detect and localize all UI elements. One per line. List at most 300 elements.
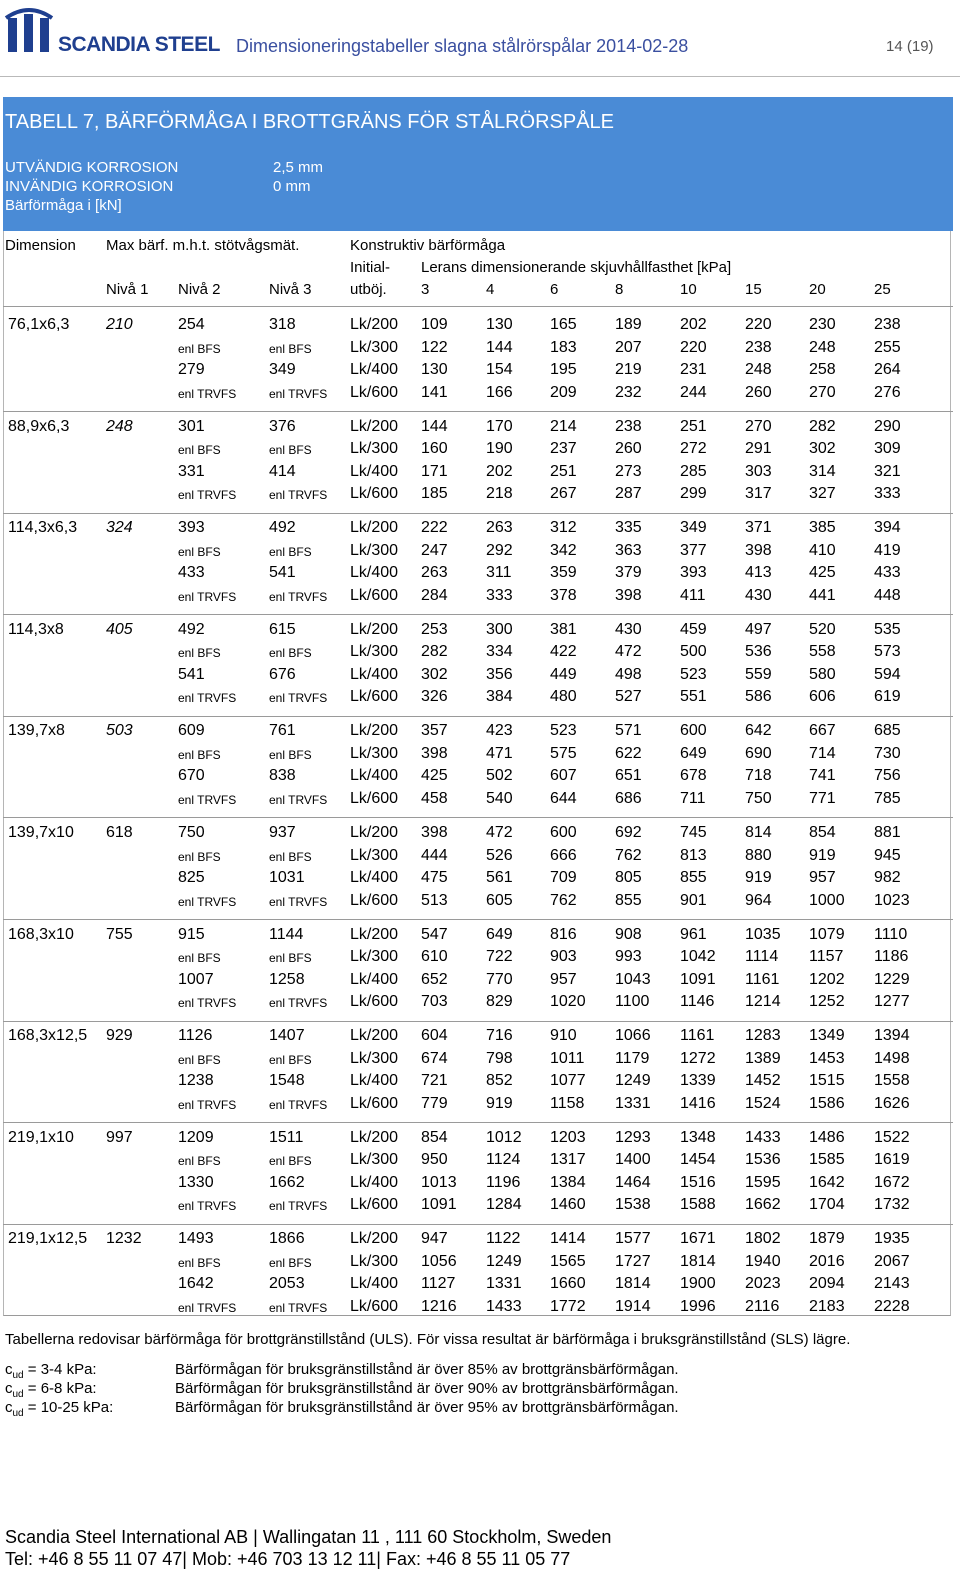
value-cell: 1203 xyxy=(550,1128,586,1146)
value-cell: 604 xyxy=(421,1027,448,1045)
value-cell: 1196 xyxy=(486,1173,521,1191)
lk-cell: Lk/300 xyxy=(350,1049,399,1067)
value-cell: 284 xyxy=(421,586,448,604)
niva2-cell: enl TRVFS xyxy=(178,894,237,909)
niva2-cell: 750 xyxy=(178,824,205,841)
value-cell: 771 xyxy=(809,789,836,807)
value-cell: 779 xyxy=(421,1094,448,1112)
legend-range: = 3-4 kPa: xyxy=(23,1361,97,1378)
lk-cell: Lk/600 xyxy=(350,485,399,503)
legend-text: Bärförmågan för bruksgränstillstånd är över 85% av brottgränsbärförmågan. xyxy=(175,1361,679,1378)
niva2-cell: 1238 xyxy=(178,1072,214,1090)
value-cell: 692 xyxy=(615,824,642,841)
lk-cell: Lk/400 xyxy=(350,462,399,480)
value-cell: 2023 xyxy=(745,1275,781,1293)
group-divider xyxy=(3,513,953,514)
lk-cell: Lk/600 xyxy=(350,1094,399,1112)
value-cell: 1100 xyxy=(615,993,650,1011)
value-cell: 430 xyxy=(615,620,642,638)
niva2-cell: enl BFS xyxy=(178,646,221,661)
value-cell: 326 xyxy=(421,688,448,706)
niva3-cell: enl TRVFS xyxy=(269,691,328,706)
value-cell: 1114 xyxy=(745,948,779,966)
lk-cell: Lk/200 xyxy=(350,824,399,841)
value-cell: 1229 xyxy=(874,970,910,988)
niva2-cell: 1642 xyxy=(178,1275,214,1293)
value-cell: 798 xyxy=(486,1049,513,1067)
value-cell: 1802 xyxy=(745,1230,781,1248)
lk-cell: Lk/400 xyxy=(350,564,399,582)
niva2-cell: 331 xyxy=(178,462,205,480)
legend-symbol xyxy=(5,1399,175,1419)
value-cell: 1020 xyxy=(550,993,586,1011)
value-cell: 1000 xyxy=(809,891,845,909)
value-cell: 273 xyxy=(615,462,642,480)
niva2-cell: 254 xyxy=(178,316,205,333)
value-cell: 1056 xyxy=(421,1252,457,1270)
value-cell: 1013 xyxy=(421,1173,457,1191)
value-cell: 2143 xyxy=(874,1275,910,1293)
value-cell: 425 xyxy=(809,564,836,582)
lk-cell: Lk/300 xyxy=(350,541,399,559)
value-cell: 1565 xyxy=(550,1252,586,1270)
value-cell: 258 xyxy=(809,361,836,378)
lk-cell: Lk/600 xyxy=(350,586,399,604)
value-cell: 285 xyxy=(680,462,707,480)
value-cell: 1161 xyxy=(680,1027,715,1045)
value-cell: 908 xyxy=(615,925,642,943)
value-cell: 1772 xyxy=(550,1297,586,1315)
lk-cell: Lk/600 xyxy=(350,1297,399,1315)
niva2-cell: 492 xyxy=(178,620,205,638)
value-cell: 260 xyxy=(745,383,772,401)
value-cell: 333 xyxy=(486,586,513,604)
niva1-cell: 1232 xyxy=(106,1230,142,1248)
value-cell: 536 xyxy=(745,643,772,661)
value-cell: 714 xyxy=(809,744,836,762)
value-cell: 248 xyxy=(745,361,772,378)
lk-cell: Lk/200 xyxy=(350,1027,399,1045)
niva2-cell: 915 xyxy=(178,925,205,943)
value-cell: 741 xyxy=(809,767,836,785)
group-divider xyxy=(3,411,953,412)
lk-cell: Lk/400 xyxy=(350,970,399,988)
niva3-cell: enl TRVFS xyxy=(269,589,328,604)
lk-cell: Lk/400 xyxy=(350,1072,399,1090)
value-cell: 674 xyxy=(421,1049,448,1067)
value-cell: 1272 xyxy=(680,1049,716,1067)
niva3-cell: enl BFS xyxy=(269,443,312,458)
niva2-cell: enl TRVFS xyxy=(178,1199,237,1214)
value-cell: 594 xyxy=(874,665,901,683)
niva2-cell: 670 xyxy=(178,767,205,785)
legend-subscript: ud xyxy=(12,1370,24,1381)
value-cell: 244 xyxy=(680,383,707,401)
legend-symbol xyxy=(5,1380,175,1400)
niva2-cell: 1330 xyxy=(178,1173,214,1191)
niva2-cell: enl BFS xyxy=(178,443,221,458)
col-kpa-10: 10 xyxy=(680,281,697,298)
value-cell: 1619 xyxy=(874,1151,910,1169)
value-cell: 540 xyxy=(486,789,513,807)
niva3-cell: 318 xyxy=(269,316,296,333)
lk-cell: Lk/200 xyxy=(350,620,399,638)
niva3-cell: enl BFS xyxy=(269,646,312,661)
value-cell: 333 xyxy=(874,485,901,503)
niva3-cell: enl BFS xyxy=(269,341,312,356)
value-cell: 500 xyxy=(680,643,707,661)
value-cell: 1814 xyxy=(615,1275,651,1293)
value-cell: 270 xyxy=(745,417,772,435)
value-cell: 649 xyxy=(680,744,707,762)
value-cell: 523 xyxy=(550,722,577,740)
capacity-unit-label: Bärförmåga i [kN] xyxy=(5,197,122,214)
niva1-cell: 405 xyxy=(106,620,133,638)
value-cell: 342 xyxy=(550,541,577,559)
value-cell: 600 xyxy=(680,722,707,740)
value-cell: 770 xyxy=(486,970,513,988)
value-cell: 253 xyxy=(421,620,448,638)
value-cell: 302 xyxy=(809,440,836,458)
niva2-cell: 825 xyxy=(178,869,205,886)
value-cell: 165 xyxy=(550,316,577,333)
value-cell: 238 xyxy=(745,338,772,356)
lk-cell: Lk/300 xyxy=(350,338,399,356)
value-cell: 881 xyxy=(874,824,901,841)
value-cell: 300 xyxy=(486,620,513,638)
value-cell: 327 xyxy=(809,485,836,503)
value-cell: 472 xyxy=(615,643,642,661)
value-cell: 1433 xyxy=(745,1128,781,1146)
footer-contact: Tel: +46 8 55 11 07 47| Mob: +46 703 13 12 11| Fax: +46 8 55 11 05 77 xyxy=(5,1549,571,1569)
lk-cell: Lk/600 xyxy=(350,891,399,909)
value-cell: 398 xyxy=(421,744,448,762)
value-cell: 282 xyxy=(809,417,836,435)
value-cell: 666 xyxy=(550,846,577,864)
niva3-cell: 761 xyxy=(269,722,296,740)
value-cell: 459 xyxy=(680,620,707,638)
value-cell: 685 xyxy=(874,722,901,740)
value-cell: 349 xyxy=(680,519,707,537)
value-cell: 154 xyxy=(486,361,513,378)
value-cell: 1536 xyxy=(745,1151,781,1169)
value-cell: 190 xyxy=(486,440,513,458)
value-cell: 1042 xyxy=(680,948,716,966)
value-cell: 964 xyxy=(745,891,772,909)
value-cell: 209 xyxy=(550,383,577,401)
niva2-cell: enl BFS xyxy=(178,341,221,356)
niva2-cell: 609 xyxy=(178,722,205,740)
value-cell: 498 xyxy=(615,665,642,683)
niva3-cell: enl TRVFS xyxy=(269,894,328,909)
lk-cell: Lk/300 xyxy=(350,440,399,458)
value-cell: 144 xyxy=(486,338,513,356)
value-cell: 1671 xyxy=(680,1230,716,1248)
value-cell: 718 xyxy=(745,767,772,785)
value-cell: 238 xyxy=(615,417,642,435)
value-cell: 551 xyxy=(680,688,707,706)
value-cell: 1157 xyxy=(809,948,844,966)
value-cell: 667 xyxy=(809,722,836,740)
dimension-cell: 139,7x10 xyxy=(8,824,74,841)
dimension-cell: 88,9x6,3 xyxy=(8,417,70,435)
value-cell: 230 xyxy=(809,316,836,333)
value-cell: 919 xyxy=(745,869,772,886)
value-cell: 1389 xyxy=(745,1049,781,1067)
dimension-cell: 219,1x10 xyxy=(8,1128,74,1146)
value-cell: 160 xyxy=(421,440,448,458)
header-rule xyxy=(3,306,953,307)
dimension-cell: 114,3x6,3 xyxy=(8,519,78,537)
niva2-cell: 279 xyxy=(178,361,205,378)
value-cell: 1283 xyxy=(745,1027,781,1045)
value-cell: 1486 xyxy=(809,1128,845,1146)
value-cell: 1879 xyxy=(809,1230,845,1248)
value-cell: 394 xyxy=(874,519,901,537)
col-niva2-header: Nivå 2 xyxy=(178,281,221,298)
value-cell: 580 xyxy=(809,665,836,683)
table-banner xyxy=(3,97,953,231)
document-title: Dimensioneringstabeller slagna stålrörspålar 2014-02-28 xyxy=(236,36,689,56)
value-cell: 619 xyxy=(874,688,901,706)
niva3-cell: 376 xyxy=(269,417,296,435)
value-cell: 1498 xyxy=(874,1049,910,1067)
lk-cell: Lk/600 xyxy=(350,789,399,807)
legend-subscript: ud xyxy=(12,1408,24,1419)
value-cell: 652 xyxy=(421,970,448,988)
col-kpa-6: 6 xyxy=(550,281,559,298)
value-cell: 1588 xyxy=(680,1196,716,1214)
legend-c: c xyxy=(5,1361,13,1378)
dimension-cell: 76,1x6,3 xyxy=(8,316,70,333)
outer-corrosion-label: UTVÄNDIG KORROSION xyxy=(5,159,179,176)
value-cell: 1066 xyxy=(615,1027,651,1045)
value-cell: 183 xyxy=(550,338,577,356)
value-cell: 1394 xyxy=(874,1027,910,1045)
value-cell: 398 xyxy=(421,824,448,841)
niva3-cell: enl TRVFS xyxy=(269,996,328,1011)
lk-cell: Lk/300 xyxy=(350,846,399,864)
value-cell: 703 xyxy=(421,993,448,1011)
value-cell: 1914 xyxy=(615,1297,651,1315)
dimension-cell: 114,3x8 xyxy=(8,620,64,638)
value-cell: 1586 xyxy=(809,1094,845,1112)
niva2-cell: enl TRVFS xyxy=(178,386,237,401)
lk-cell: Lk/600 xyxy=(350,1196,399,1214)
niva2-cell: enl TRVFS xyxy=(178,691,237,706)
niva3-cell: 937 xyxy=(269,824,296,841)
value-cell: 207 xyxy=(615,338,642,356)
value-cell: 1464 xyxy=(615,1173,651,1191)
value-cell: 1023 xyxy=(874,891,910,909)
lk-cell: Lk/400 xyxy=(350,1275,399,1293)
value-cell: 1331 xyxy=(615,1094,651,1112)
value-cell: 573 xyxy=(874,643,901,661)
niva3-cell: enl TRVFS xyxy=(269,1300,328,1315)
legend-subscript: ud xyxy=(12,1389,24,1400)
value-cell: 185 xyxy=(421,485,448,503)
value-cell: 480 xyxy=(550,688,577,706)
value-cell: 444 xyxy=(421,846,448,864)
col-kpa-25: 25 xyxy=(874,281,891,298)
value-cell: 1454 xyxy=(680,1151,716,1169)
value-cell: 1595 xyxy=(745,1173,781,1191)
value-cell: 1091 xyxy=(680,970,716,988)
value-cell: 622 xyxy=(615,744,642,762)
value-cell: 276 xyxy=(874,383,901,401)
value-cell: 189 xyxy=(615,316,642,333)
niva3-cell: 838 xyxy=(269,767,296,785)
group-divider xyxy=(3,1122,953,1123)
value-cell: 2094 xyxy=(809,1275,845,1293)
value-cell: 1522 xyxy=(874,1128,910,1146)
value-cell: 430 xyxy=(745,586,772,604)
value-cell: 378 xyxy=(550,586,577,604)
value-cell: 690 xyxy=(745,744,772,762)
value-cell: 785 xyxy=(874,789,901,807)
value-cell: 1515 xyxy=(809,1072,845,1090)
lk-cell: Lk/600 xyxy=(350,993,399,1011)
value-cell: 251 xyxy=(550,462,577,480)
niva2-cell: enl TRVFS xyxy=(178,996,237,1011)
value-cell: 730 xyxy=(874,744,901,762)
value-cell: 1110 xyxy=(874,925,908,943)
niva3-cell: 1407 xyxy=(269,1027,305,1045)
value-cell: 945 xyxy=(874,846,901,864)
value-cell: 335 xyxy=(615,519,642,537)
niva3-cell: enl BFS xyxy=(269,747,312,762)
niva3-cell: 492 xyxy=(269,519,296,537)
value-cell: 1585 xyxy=(809,1151,845,1169)
value-cell: 610 xyxy=(421,948,448,966)
value-cell: 2183 xyxy=(809,1297,845,1315)
value-cell: 384 xyxy=(486,688,513,706)
value-cell: 379 xyxy=(615,564,642,582)
value-cell: 1011 xyxy=(550,1049,585,1067)
value-cell: 1293 xyxy=(615,1128,651,1146)
value-cell: 272 xyxy=(680,440,707,458)
niva3-cell: 1031 xyxy=(269,869,305,886)
value-cell: 312 xyxy=(550,519,577,537)
niva3-cell: 414 xyxy=(269,462,296,480)
value-cell: 1186 xyxy=(874,948,909,966)
niva1-cell: 503 xyxy=(106,722,133,740)
value-cell: 264 xyxy=(874,361,901,378)
value-cell: 1996 xyxy=(680,1297,716,1315)
niva3-cell: 1548 xyxy=(269,1072,305,1090)
value-cell: 1284 xyxy=(486,1196,522,1214)
value-cell: 575 xyxy=(550,744,577,762)
lk-cell: Lk/300 xyxy=(350,948,399,966)
value-cell: 471 xyxy=(486,744,513,762)
col-lerans-header: Lerans dimensionerande skjuvhållfasthet [kPa] xyxy=(421,259,732,276)
lk-cell: Lk/200 xyxy=(350,417,399,435)
legend-range: = 10-25 kPa: xyxy=(23,1399,114,1416)
page-header xyxy=(0,0,960,80)
value-cell: 762 xyxy=(550,891,577,909)
value-cell: 605 xyxy=(486,891,513,909)
col-initial-header: Initial- xyxy=(350,259,391,276)
value-cell: 393 xyxy=(680,564,707,582)
value-cell: 880 xyxy=(745,846,772,864)
value-cell: 291 xyxy=(745,440,772,458)
group-divider xyxy=(3,817,953,818)
dimension-cell: 219,1x12,5 xyxy=(8,1230,88,1248)
lk-cell: Lk/200 xyxy=(350,1230,399,1248)
value-cell: 855 xyxy=(615,891,642,909)
lk-cell: Lk/600 xyxy=(350,383,399,401)
value-cell: 1348 xyxy=(680,1128,716,1146)
value-cell: 813 xyxy=(680,846,707,864)
value-cell: 166 xyxy=(486,383,513,401)
value-cell: 745 xyxy=(680,824,707,841)
niva3-cell: 2053 xyxy=(269,1275,305,1293)
value-cell: 722 xyxy=(486,948,513,966)
value-cell: 371 xyxy=(745,519,772,537)
value-cell: 1179 xyxy=(615,1049,650,1067)
value-cell: 1249 xyxy=(486,1252,522,1270)
value-cell: 287 xyxy=(615,485,642,503)
value-cell: 1252 xyxy=(809,993,845,1011)
lk-cell: Lk/200 xyxy=(350,316,399,333)
niva2-cell: enl BFS xyxy=(178,849,221,864)
value-cell: 311 xyxy=(486,564,512,582)
value-cell: 214 xyxy=(550,417,577,435)
value-cell: 852 xyxy=(486,1072,513,1090)
niva2-cell: enl BFS xyxy=(178,747,221,762)
niva1-cell: 324 xyxy=(106,519,133,537)
niva1-cell: 997 xyxy=(106,1128,133,1146)
value-cell: 377 xyxy=(680,541,707,559)
value-cell: 433 xyxy=(874,564,901,582)
value-cell: 950 xyxy=(421,1151,448,1169)
legend-row xyxy=(5,1380,679,1400)
niva3-cell: enl BFS xyxy=(269,1255,312,1270)
header-divider xyxy=(0,76,960,77)
value-cell: 1012 xyxy=(486,1128,522,1146)
value-cell: 357 xyxy=(421,722,448,740)
value-cell: 1077 xyxy=(550,1072,586,1090)
legend-c: c xyxy=(5,1380,13,1397)
col-kpa-20: 20 xyxy=(809,281,826,298)
value-cell: 411 xyxy=(680,586,706,604)
value-cell: 1452 xyxy=(745,1072,781,1090)
outer-corrosion-value: 2,5 mm xyxy=(273,159,324,176)
value-cell: 356 xyxy=(486,665,513,683)
niva3-cell: 541 xyxy=(269,564,296,582)
legend-text: Bärförmågan för bruksgränstillstånd är över 95% av brottgränsbärförmågan. xyxy=(175,1399,679,1416)
niva3-cell: enl TRVFS xyxy=(269,386,328,401)
lk-cell: Lk/400 xyxy=(350,665,399,683)
value-cell: 130 xyxy=(421,361,448,378)
value-cell: 144 xyxy=(421,417,448,435)
value-cell: 1124 xyxy=(486,1151,521,1169)
value-cell: 1035 xyxy=(745,925,781,943)
value-cell: 231 xyxy=(680,361,707,378)
value-cell: 202 xyxy=(486,462,513,480)
value-cell: 317 xyxy=(745,485,772,503)
scandia-steel-logo-icon xyxy=(4,4,54,54)
lk-cell: Lk/200 xyxy=(350,1128,399,1146)
value-cell: 282 xyxy=(421,643,448,661)
value-cell: 290 xyxy=(874,417,901,435)
niva2-cell: enl BFS xyxy=(178,1154,221,1169)
niva1-cell: 618 xyxy=(106,824,133,841)
value-cell: 607 xyxy=(550,767,577,785)
value-cell: 220 xyxy=(745,316,772,333)
value-cell: 410 xyxy=(809,541,836,559)
value-cell: 1660 xyxy=(550,1275,586,1293)
